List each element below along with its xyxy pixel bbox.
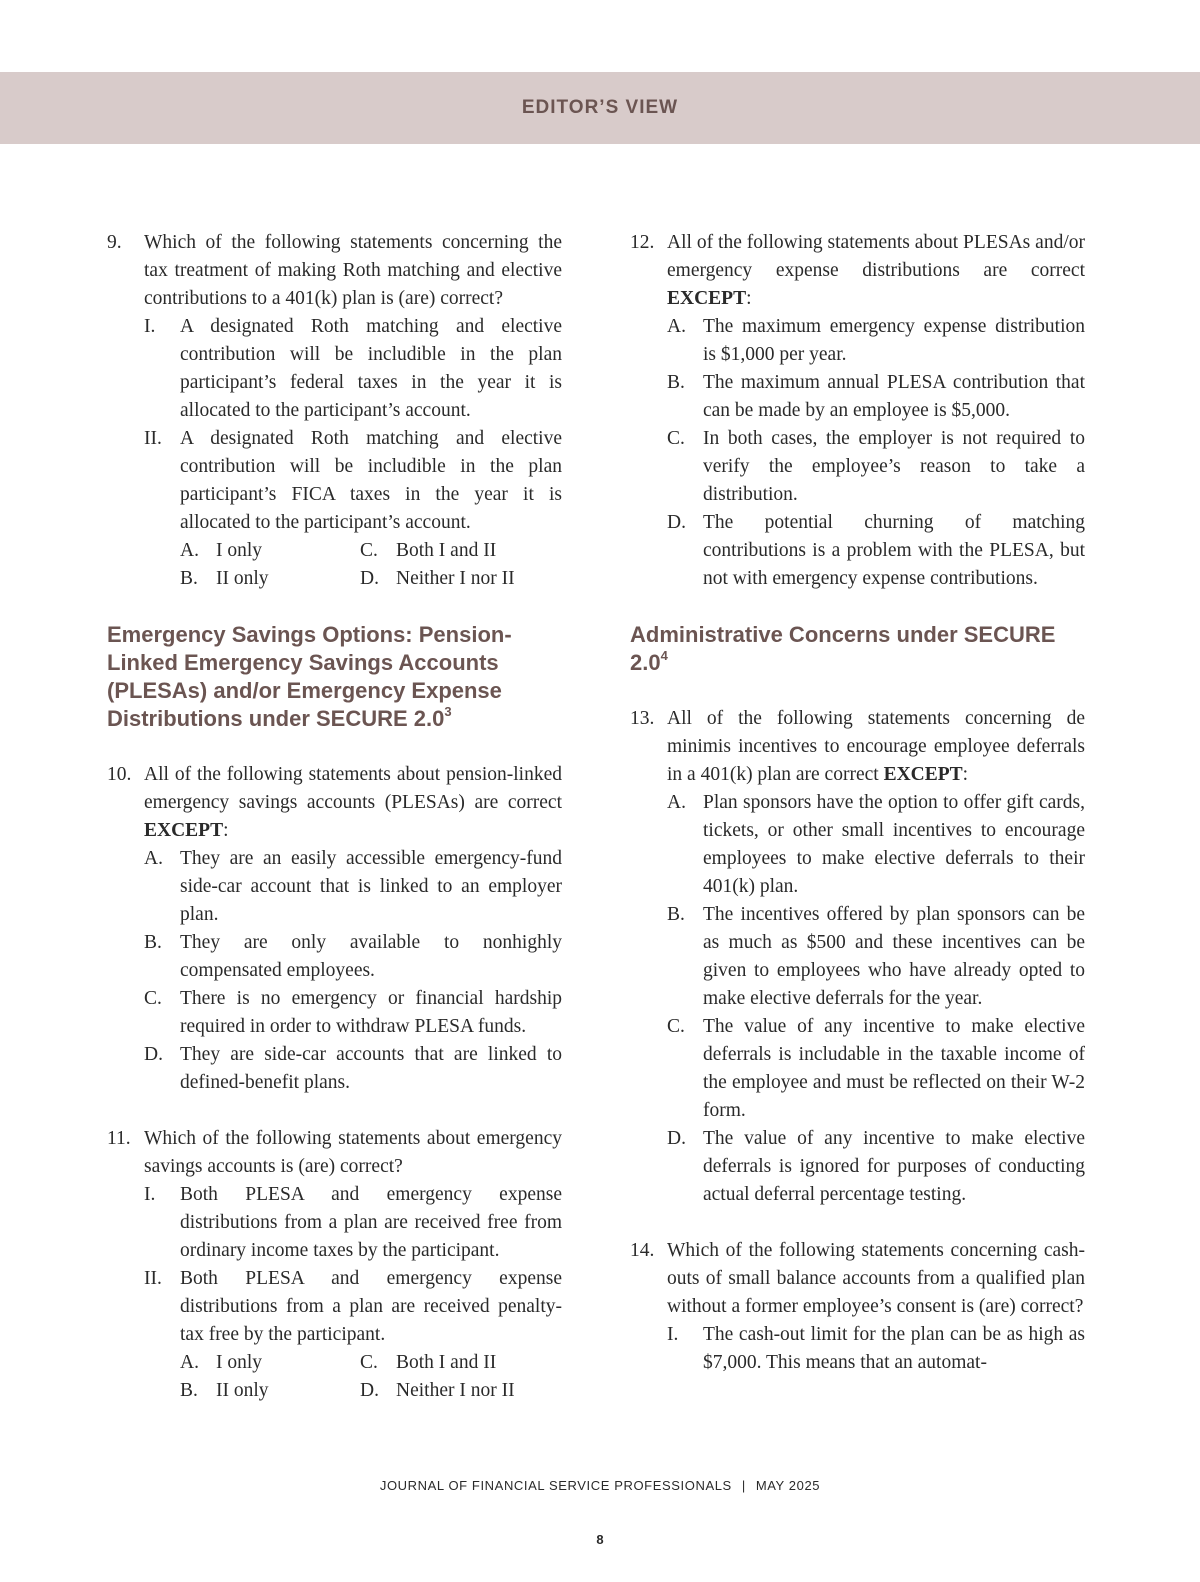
answer-option: A. They are an easily accessible emergency-fund side-car account that is linked to an employer plan. <box>144 848 562 925</box>
question-text: Which of the following statements about emergency savings accounts is (are) correct? <box>144 1128 562 1177</box>
answer-option: D. They are side-car accounts that are linked to defined-benefit plans. <box>144 1044 562 1093</box>
question-number: 11. <box>107 1128 131 1149</box>
page-number: 8 <box>596 1532 604 1547</box>
left-column <box>107 229 562 1405</box>
answer-choice: B. II only <box>180 568 269 589</box>
answer-option: C. The value of any incentive to make elective deferrals is includable in the taxable income of the employee and must be reflected on their W-2 form. <box>667 1016 1085 1121</box>
answer-choice: D. Neither I nor II <box>360 568 515 589</box>
answer-choice: B. II only <box>180 1380 269 1401</box>
answer-choices <box>144 1349 562 1405</box>
question-text: All of the following statements about PLESAs and/or emergency expense distributions are correct EXCEPT: <box>667 232 1085 309</box>
question-12 <box>630 229 1085 593</box>
statement-item: I. The cash-out limit for the plan can be as high as $7,000. This means that an automat- <box>667 1324 1085 1373</box>
question-13 <box>630 705 1085 1209</box>
answer-option: B. They are only available to nonhighly compensated employees. <box>144 932 562 981</box>
question-text: All of the following statements concerning de minimis incentives to encourage employee deferrals in a 401(k) plan are correct EXCEPT: <box>667 708 1085 785</box>
statement-item: II. A designated Roth matching and elective contribution will be includible in the plan participant’s FICA taxes in the year it is allocated to the participant’s account. <box>144 428 562 533</box>
journal-name: JOURNAL OF FINANCIAL SERVICE PROFESSIONALS <box>379 1478 732 1493</box>
answer-option: C. There is no emergency or financial hardship required in order to withdraw PLESA funds. <box>144 988 562 1037</box>
answer-choice: D. Neither I nor II <box>360 1380 515 1401</box>
answer-option: A. Plan sponsors have the option to offer gift cards, tickets, or other small incentives to encourage employees to make elective deferrals to their 401(k) plan. <box>667 792 1085 897</box>
answer-choice: A. I only <box>180 1352 263 1373</box>
question-14 <box>630 1237 1085 1377</box>
section-heading: Administrative Concerns under SECURE $2.0^4$ <box>630 622 1056 675</box>
answer-option: D. The potential churning of matching contributions is a problem with the PLESA, but not with emergency expense contributions. <box>667 512 1085 589</box>
question-11 <box>107 1125 562 1405</box>
question-9 <box>107 229 562 593</box>
question-number: 13. <box>630 708 655 729</box>
issue-date: MAY 2025 <box>755 1478 821 1493</box>
question-number: 9. <box>107 232 122 253</box>
answer-option: D. The value of any incentive to make elective deferrals is ignored for purposes of conducting actual deferral percentage testing. <box>667 1128 1085 1205</box>
answer-option: B. The maximum annual PLESA contribution that can be made by an employee is $5,000. <box>667 372 1085 421</box>
question-number: 10. <box>107 764 132 785</box>
question-text: All of the following statements about pension-linked emergency savings accounts (PLESAs) are correct EXCEPT: <box>144 764 562 841</box>
banner-title: EDITOR’S VIEW <box>521 97 679 118</box>
question-text: Which of the following statements concerning the tax treatment of making Roth matching and elective contributions to a 401(k) plan is (are) correct? <box>144 232 562 309</box>
question-text: Which of the following statements concerning cash-outs of small balance accounts from a qualified plan without a former employee’s consent is (are) correct? <box>667 1240 1085 1317</box>
answer-choice: C. Both I and II <box>360 1352 497 1373</box>
answer-option: B. The incentives offered by plan sponsors can be as much as $500 and these incentives can be given to employees who have already opted to make elective deferrals for the year. <box>667 904 1085 1009</box>
answer-choice: C. Both I and II <box>360 540 497 561</box>
answer-option: C. In both cases, the employer is not required to verify the employee’s reason to take a distribution. <box>667 428 1085 505</box>
right-column <box>630 229 1085 1377</box>
statement-item: II. Both PLESA and emergency expense distributions from a plan are received penalty-tax free by the participant. <box>144 1268 562 1345</box>
question-number: 14. <box>630 1240 655 1261</box>
answer-option: A. The maximum emergency expense distribution is $1,000 per year. <box>667 316 1085 365</box>
footer-separator: | <box>741 1478 746 1493</box>
section-banner <box>0 72 1200 144</box>
statement-item: I. Both PLESA and emergency expense distributions from a plan are received free from ordinary income taxes by the participant. <box>144 1184 562 1261</box>
question-10 <box>107 761 562 1097</box>
question-number: 12. <box>630 232 655 253</box>
answer-choices <box>144 537 562 593</box>
answer-choice: A. I only <box>180 540 263 561</box>
section-heading: Emergency Savings Options: Pension-Linked Emergency Savings Accounts (PLESAs) and/or Emergency Expense Distributions under SECURE $2.0^3$ <box>107 622 512 731</box>
statement-item: I. A designated Roth matching and elective contribution will be includible in the plan participant’s federal taxes in the year it is allocated to the participant’s account. <box>144 316 562 421</box>
page-footer <box>0 1478 1200 1493</box>
